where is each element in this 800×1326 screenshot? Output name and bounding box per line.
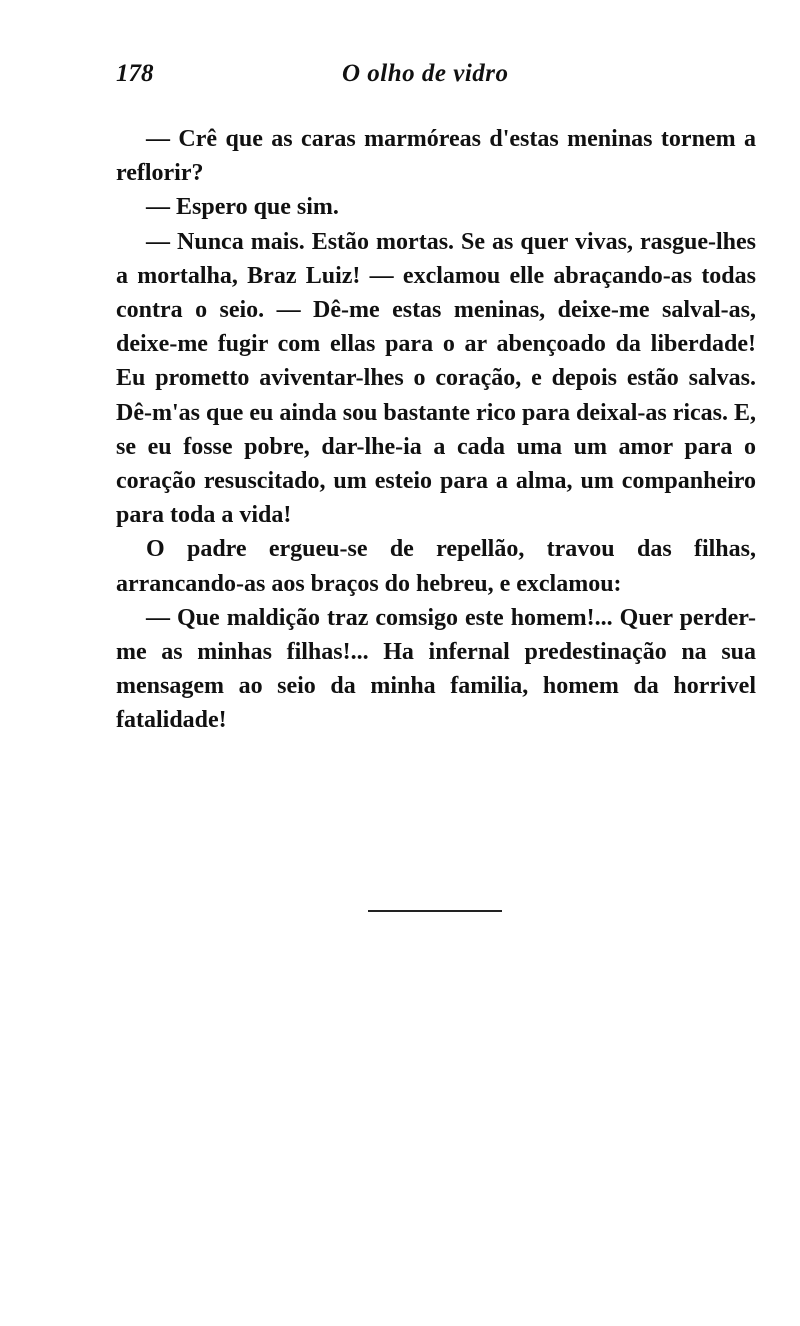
body-text [116,122,756,738]
paragraph-narration: O padre ergueu-se de repellão, travou das filhas, arrancando-as aos braços do hebreu, e exclamou: [116,536,756,597]
chapter-end-rule [368,910,502,912]
paragraph-dialogue-2: — Espero que sim. [146,194,339,221]
page-number: 178 [116,60,154,87]
paragraph-dialogue-3: — Nunca mais. Estão mortas. Se as quer vivas, rasgue-lhes a mortalha, Braz Luiz! — exclamou elle abraçando-as todas contra o seio. — Dê-me estas meninas, deixe-me salval-as, deixe-me fugir com ellas para o ar abençoado da liberdade! Eu prometto aviventar-lhes o coração, e depois estão salvas. Dê-m'as que eu ainda sou bastante rico para deixal-as ricas. E, se eu fosse pobre, dar-lhe-ia a cada uma um amor para o coração resuscitado, um esteio para a alma, um companheiro para toda a vida! [116,228,757,529]
paragraph-dialogue-4: — Que maldição traz comsigo este homem!... Quer perder-me as minhas filhas!... Ha infernal predestinação na sua mensagem ao seio da minha familia, homem da horrivel fatalidade! [116,604,756,734]
running-header [116,60,676,100]
paragraph-dialogue-1: — Crê que as caras marmóreas d'estas meninas tornem a reflorir? [116,126,756,187]
running-title: O olho de vidro [342,60,509,87]
